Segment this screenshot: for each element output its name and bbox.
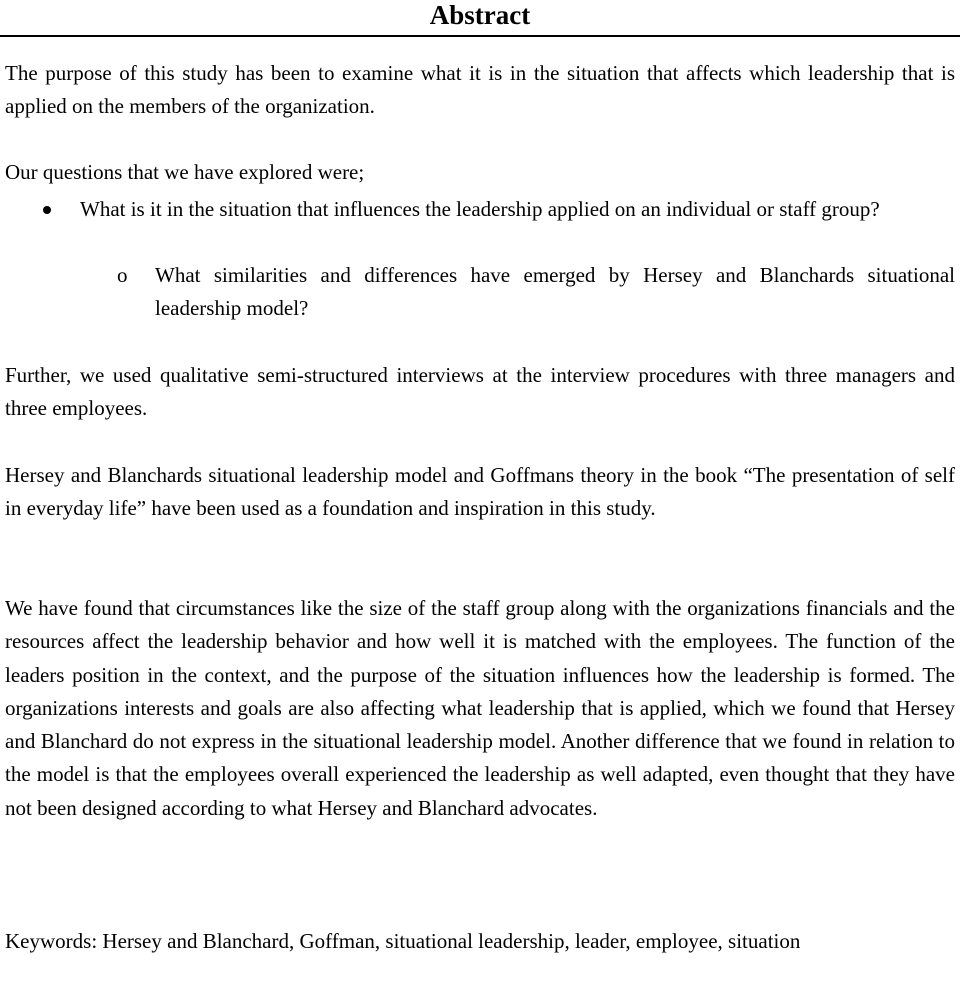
purpose-paragraph: The purpose of this study has been to examine what it is in the situation that affects which leadership that is applied on the members of the organization.: [5, 61, 955, 119]
page-title: Abstract: [429, 0, 531, 30]
keywords-paragraph: Keywords: Hersey and Blanchard, Goffman, situational leadership, leader, employee, situation: [5, 929, 801, 953]
question-2-text: What similarities and differences have emerged by Hersey and Blanchards situational leadership model?: [155, 263, 955, 321]
title-rule: [0, 35, 960, 37]
method-paragraph: Further, we used qualitative semi-structured interviews at the interview procedures with three managers and three employees.: [5, 363, 955, 421]
theory-paragraph: Hersey and Blanchards situational leadership model and Goffmans theory in the book “The presentation of self in everyday life” have been used as a foundation and inspiration in this study.: [5, 463, 955, 521]
sub-question-list-item: [117, 259, 955, 326]
question-list-item: [80, 193, 955, 226]
question-1-text: What is it in the situation that influences the leadership applied on an individual or staff group?: [80, 197, 880, 221]
findings-paragraph: We have found that circumstances like the size of the staff group along with the organizations financials and the resources affect the leadership behavior and how well it is matched with the employees. The function of the leaders position in the context, and the purpose of the situation influences how the leadership is formed. The organizations interests and goals are also affecting what leadership that is applied, which we found that Hersey and Blanchard do not express in the situational leadership model. Another difference that we found in relation to the model is that the employees overall experienced the leadership as well adapted, even thought that they have not been designed according to what Hersey and Blanchard advocates.: [5, 596, 955, 820]
sub-bullet-icon: o: [117, 263, 128, 287]
bullet-icon: [43, 206, 51, 214]
questions-intro-paragraph: Our questions that we have explored were;: [5, 160, 365, 184]
